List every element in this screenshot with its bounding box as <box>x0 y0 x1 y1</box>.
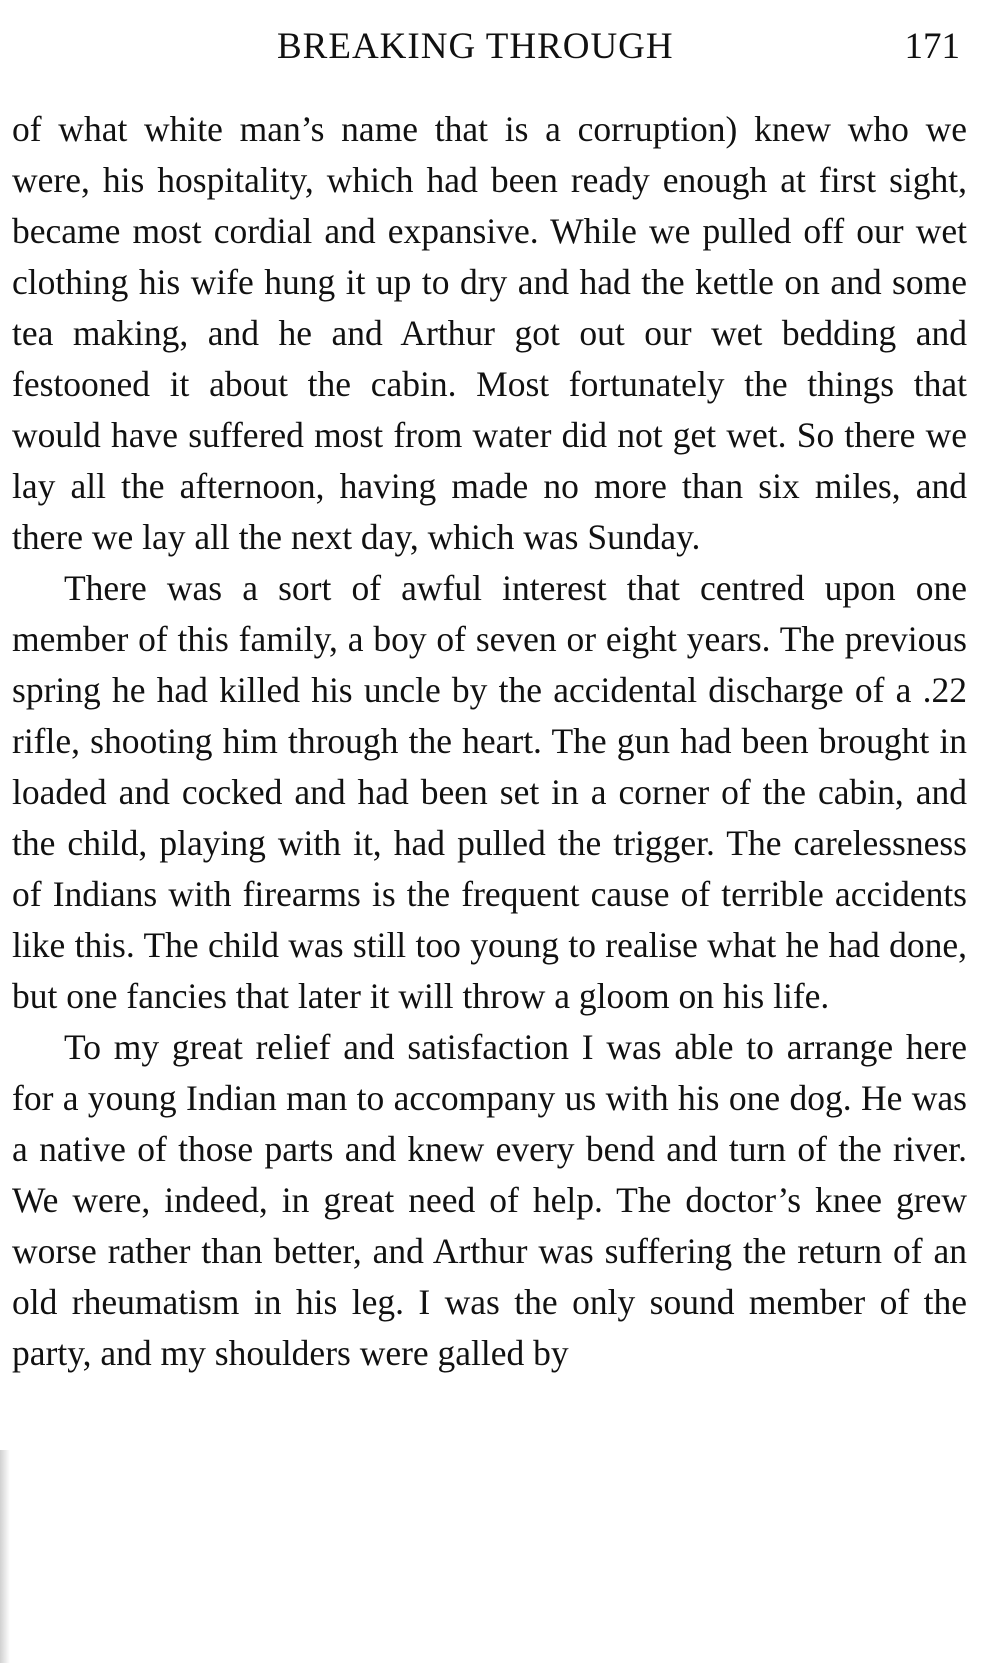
page-edge-shadow <box>0 1450 10 1663</box>
page-number: 171 <box>904 26 960 67</box>
paragraph-boy-accident: There was a sort of awful interest that centred upon one member of this family, a boy of seven or eight years. The previous spring he had killed his uncle by the accidental discharge of a .22 rifle, shooting him through the heart. The gun had been brought in loaded and cocked and had been set in a corner of the cabin, and the child, playing with it, had pulled the trigger. The carelessness of Indians with firearms is the frequent cause of terrible accidents like this. The child was still too young to realise what he had done, but one fancies that later it will throw a gloom on his life. <box>12 568 967 1016</box>
running-title: BREAKING THROUGH <box>277 26 674 67</box>
paragraph-continued: of what white man’s name that is a corruption) knew who we were, his hospitality, which had been ready enough at first sight, became most cordial and expansive. While we pulled off our wet clothing his wife hung it up to dry and had the kettle on and some tea making, and he and Arthur got out our wet bedding and festooned it about the cabin. Most fortunately the things that would have suffered most from water did not get wet. So there we lay all the afternoon, having made no more than six miles, and there we lay all the next day, which was Sunday. <box>12 109 967 557</box>
body-text <box>12 104 967 1379</box>
paragraph-indian-guide: To my great relief and satisfaction I was able to arrange here for a young Indian man to accompany us with his one dog. He was a native of those parts and knew every bend and turn of the river. We were, indeed, in great need of help. The doctor’s knee grew worse rather than better, and Arthur was suffering the return of an old rheumatism in his leg. I was the only sound member of the party, and my shoulders were galled by <box>12 1027 967 1373</box>
running-head <box>0 22 1000 72</box>
